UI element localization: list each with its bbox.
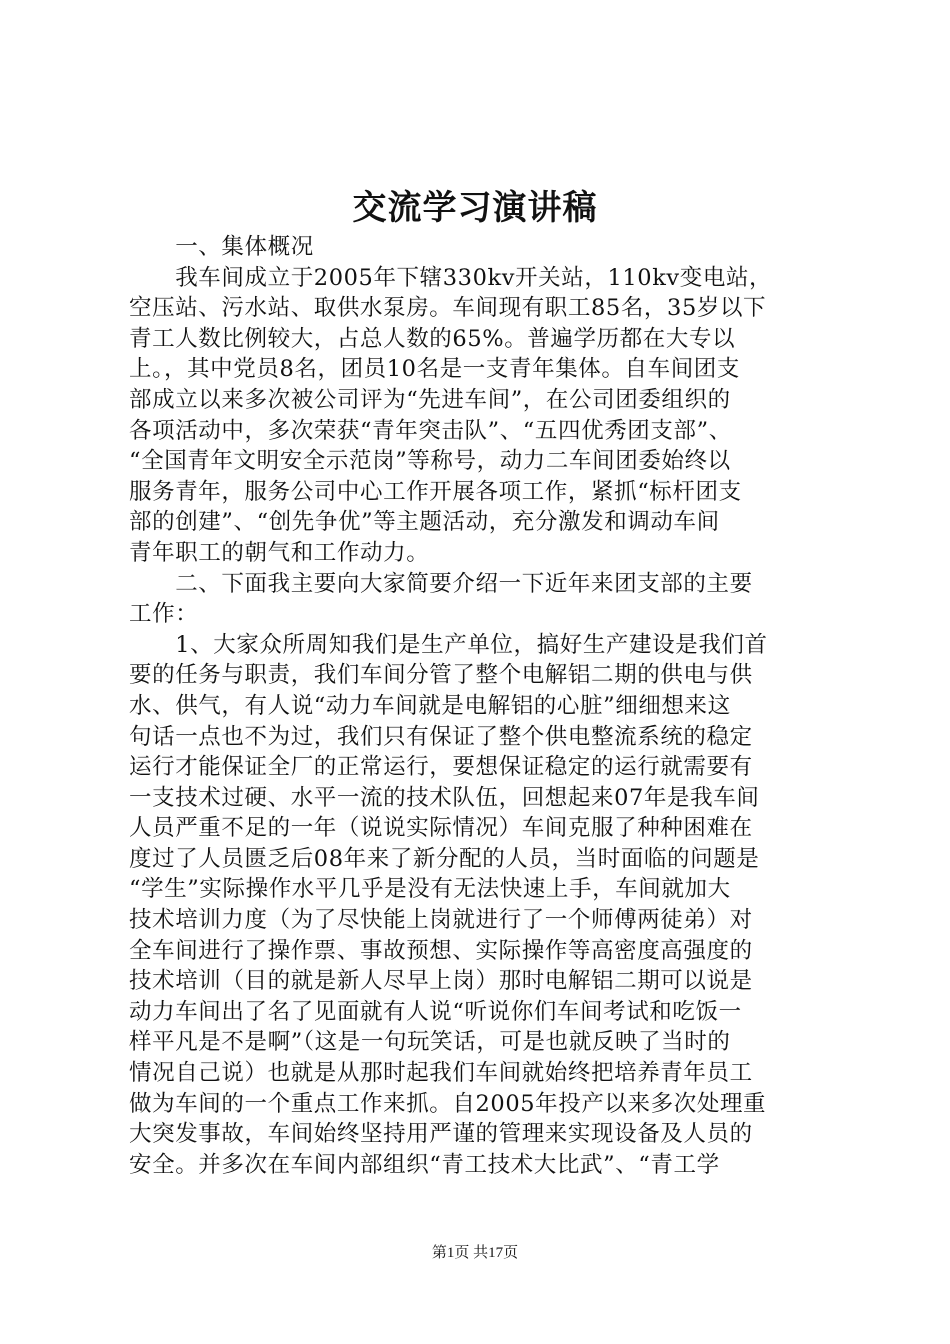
body-line: 做为车间的一个重点工作来抓。自2005年投产以来多次处理重 xyxy=(129,1090,767,1117)
body-line: 青年职工的朝气和工作动力。 xyxy=(129,539,430,566)
document-body xyxy=(129,232,829,1180)
body-line: 一、集体概况 xyxy=(129,234,314,260)
body-line: 样平凡是不是啊”（这是一句玩笑话，可是也就反映了当时的 xyxy=(129,1029,731,1056)
body-line: 安全。并多次在车间内部组织“青工技术大比武”、“青工学 xyxy=(129,1151,720,1178)
body-line: “全国青年文明安全示范岗”等称号，动力二车间团委始终以 xyxy=(129,448,731,475)
body-line: 青工人数比例较大，占总人数的65%。普遍学历都在大专以 xyxy=(129,325,736,352)
body-line: 1、大家众所周知我们是生产单位，搞好生产建设是我们首 xyxy=(129,631,768,658)
body-line: 句话一点也不为过，我们只有保证了整个供电整流系统的稳定 xyxy=(129,723,753,750)
body-line: 人员严重不足的一年（说说实际情况）车间克服了种种困难在 xyxy=(129,815,753,842)
body-line: 上。，其中党员8名，团员10名是一支青年集体。自车间团支 xyxy=(129,356,740,383)
body-line: 我车间成立于2005年下辖330kv开关站，110kv变电站， xyxy=(129,264,773,291)
body-line: 度过了人员匮乏后08年来了新分配的人员，当时面临的问题是 xyxy=(129,845,760,872)
body-line: 大突发事故，车间始终坚持用严谨的管理来实现设备及人员的 xyxy=(129,1121,753,1148)
document-title: 交流学习演讲稿 xyxy=(352,188,598,228)
body-line: “学生”实际操作水平几乎是没有无法快速上手，车间就加大 xyxy=(129,876,731,903)
body-line: 水、供气，有人说“动力车间就是电解铝的心脏”细细想来这 xyxy=(129,692,731,719)
page-number-footer: 第1页 共17页 xyxy=(431,1245,519,1261)
body-line: 一支技术过硬、水平一流的技术队伍，回想起来07年是我车间 xyxy=(129,784,760,811)
body-line: 二、下面我主要向大家简要介绍一下近年来团支部的主要 xyxy=(129,570,753,597)
body-line: 技术培训力度（为了尽快能上岗就进行了一个师傅两徒弟）对 xyxy=(129,907,753,934)
body-line: 全车间进行了操作票、事故预想、实际操作等高密度高强度的 xyxy=(129,937,753,964)
body-line: 情况自己说）也就是从那时起我们车间就始终把培养青年员工 xyxy=(129,1060,753,1087)
body-line: 空压站、污水站、取供水泵房。车间现有职工85名，35岁以下 xyxy=(129,295,767,322)
body-line: 各项活动中，多次荣获“青年突击队”、“五四优秀团支部”、 xyxy=(129,417,732,444)
body-line: 动力车间出了名了见面就有人说“听说你们车间考试和吃饭一 xyxy=(129,998,742,1025)
body-line: 运行才能保证全厂的正常运行，要想保证稳定的运行就需要有 xyxy=(129,754,753,781)
body-line: 部成立以来多次被公司评为“先进车间”，在公司团委组织的 xyxy=(129,386,731,413)
body-line: 部的创建”、“创先争优”等主题活动，充分激发和调动车间 xyxy=(129,509,720,536)
body-line: 工作： xyxy=(129,601,199,628)
body-line: 要的任务与职责，我们车间分管了整个电解铝二期的供电与供 xyxy=(129,662,753,689)
body-line: 服务青年，服务公司中心工作开展各项工作，紧抓“标杆团支 xyxy=(129,478,742,505)
body-line: 技术培训（目的就是新人尽早上岗）那时电解铝二期可以说是 xyxy=(129,968,753,995)
